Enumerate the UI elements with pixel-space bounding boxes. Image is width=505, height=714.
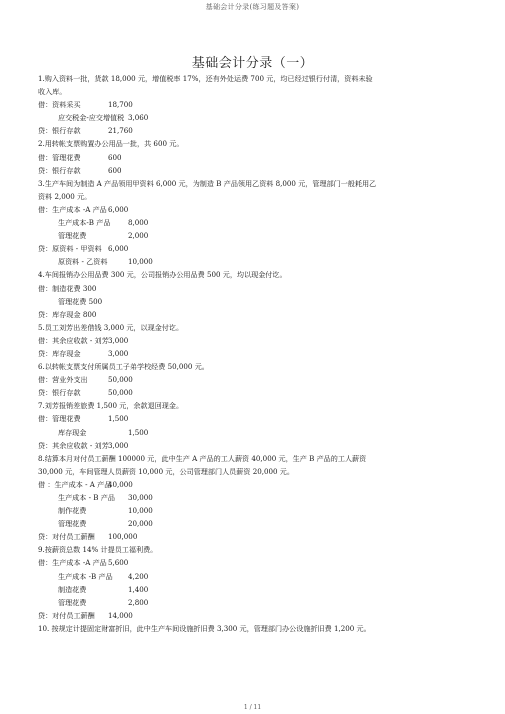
entry-text: 5.员工刘芳出差借钱 3,000 元，以现金付讫。 [38, 322, 184, 332]
page-title: 基础会计分录（一） [191, 56, 314, 71]
entry-amount: 20,000 [128, 519, 153, 529]
entry-text: 应交税金-应交增值税 [58, 113, 125, 123]
entry-line [38, 439, 478, 452]
entry-amount: 50,000 [108, 388, 133, 398]
entry-line [38, 452, 478, 465]
entry-line [38, 255, 478, 268]
entry-amount: 10,000 [128, 257, 153, 267]
entry-text: 贷：对付员工薪酬 [38, 610, 95, 620]
entry-amount: 3,000 [108, 440, 129, 450]
entry-amount: 10,000 [128, 506, 153, 516]
entry-line [38, 609, 478, 622]
entry-line [38, 596, 478, 609]
entry-amount: 30,000 [128, 493, 153, 502]
entry-line [38, 399, 478, 412]
entry-text: 借 ：生产成本 - A 产品 [38, 479, 112, 489]
entry-text: 贷：库存现金 800 [38, 309, 97, 319]
entry-text: 借：营业外支出 [38, 375, 88, 385]
entry-text: 制作花费 [58, 506, 87, 516]
entry-line [38, 360, 478, 373]
entry-text: 30,000 元，车间管理人员薪资 10,000 元，公司管理部门人员薪资 20,000 元。 [38, 466, 294, 476]
entry-amount: 18,700 [108, 100, 133, 110]
entry-line [38, 556, 478, 569]
entry-line [38, 334, 478, 347]
entry-amount: 1,500 [128, 427, 149, 437]
entry-line [38, 426, 478, 439]
entry-amount: 2,000 [128, 231, 149, 241]
entry-text: 收入库。 [38, 87, 67, 97]
document-header: 基础会计分录(练习题及答案) [205, 3, 300, 11]
entry-line [38, 517, 478, 530]
entry-text: 借：资料采买 [38, 100, 81, 110]
entry-amount: 4,200 [128, 571, 149, 581]
entry-amount: 6,000 [108, 204, 129, 214]
entry-amount: 600 [108, 152, 122, 162]
entry-line [38, 98, 478, 111]
entry-text: 贷：对付员工薪酬 [38, 532, 95, 542]
entry-amount: 40,000 [108, 479, 133, 489]
entry-amount: 600 [108, 165, 122, 175]
entry-line [38, 347, 478, 360]
entry-amount: 50,000 [108, 375, 133, 385]
entry-text: 资料 2,000 元。 [38, 191, 92, 201]
entry-text: 贷：银行存款 [38, 165, 81, 175]
entry-line [38, 491, 478, 504]
entry-text: 贷：银行存款 [38, 126, 81, 136]
entry-text: 贷：其余应收款 - 刘芳 [38, 440, 109, 450]
entry-text: 管理花费 [58, 231, 87, 241]
entry-text: 借：管理花费 [38, 414, 81, 424]
entry-line [38, 72, 478, 85]
entry-line [38, 229, 478, 242]
entry-line [38, 373, 478, 386]
entry-line [38, 543, 478, 556]
entry-text: 贷：原资料 - 甲资料 [38, 244, 102, 254]
entry-line [38, 151, 478, 164]
entry-amount: 1,500 [108, 414, 129, 424]
entry-line [38, 190, 478, 203]
entry-line [38, 216, 478, 229]
entry-line [38, 295, 478, 308]
entry-text: 3.生产车间为制造 A 产品领用甲资料 6,000 元，为制造 B 产品领用乙资料 8,000 元，管理部门一般耗用乙 [38, 178, 377, 188]
page-number: 1 / 11 [243, 704, 262, 711]
entry-line [38, 321, 478, 334]
entry-line [38, 308, 478, 321]
entry-amount: 14,000 [108, 610, 133, 620]
entry-text: 借：生产成本 -A 产品 [38, 558, 107, 568]
entry-text: 制造花费 [58, 584, 87, 594]
entry-text: 1.购入资料一批，货款 18,000 元，增值税率 17%，还有外处运费 700 元，均已经过银行付清，资料未验 [38, 74, 373, 83]
entry-text: 9.按薪资总数 14% 计提员工福利费。 [38, 545, 158, 555]
entry-line [38, 386, 478, 399]
entry-text: 8.结算本月对付员工薪酬 100000 元，此中生产 A 产品的工人薪资 40,000 元，生产 B 产品的工人薪资 [38, 453, 367, 463]
entry-line [38, 530, 478, 543]
entry-amount: 21,760 [108, 126, 133, 136]
entry-amount: 3,000 [108, 348, 129, 358]
entry-amount: 2,800 [128, 597, 149, 607]
entry-text: 借：生产成本 -A 产品 [38, 204, 107, 214]
entry-line [38, 282, 478, 295]
entry-line [38, 504, 478, 517]
entry-amount: 8,000 [128, 218, 149, 228]
entry-line [38, 111, 478, 124]
entry-amount: 1,400 [128, 584, 149, 594]
entry-line [38, 465, 478, 478]
entry-text: 借：制造花费 300 [38, 283, 97, 293]
entry-amount: 3,060 [128, 113, 149, 123]
entry-text: 6.以转帐支票支付所属员工子弟学校经费 50,000 元。 [38, 362, 209, 372]
entry-text: 生产成本-B 产品 [58, 218, 111, 228]
entry-line [38, 164, 478, 177]
entry-text: 贷：银行存款 [38, 388, 81, 398]
entry-text: 库存现金 [58, 427, 87, 437]
entry-text: 7.刘芳报销差旅费 1,500 元，余款退回现金。 [38, 401, 184, 411]
entry-line [38, 85, 478, 98]
entry-amount: 5,600 [108, 558, 129, 568]
entry-text: 管理花费 500 [58, 296, 103, 306]
entry-text: 原资料 - 乙资料 [58, 257, 108, 267]
entry-line [38, 177, 478, 190]
entry-text: 管理花费 [58, 597, 87, 607]
entry-text: 10. 按规定计提固定财富折旧，此中生产车间设施折旧费 3,300 元，管理部门办公设施折旧费 1,200 元。 [38, 623, 371, 633]
entry-line [38, 242, 478, 255]
entry-text: 借：其余应收款 - 刘芳 [38, 335, 109, 345]
entry-amount: 100,000 [108, 532, 138, 542]
entry-line [38, 622, 478, 635]
entry-text: 4.车间报销办公用品费 300 元，公司报销办公用品费 500 元，均以现金付讫。 [38, 270, 287, 280]
entry-line [38, 203, 478, 216]
entry-line [38, 268, 478, 281]
entry-line [38, 412, 478, 425]
entry-text: 贷：库存现金 [38, 348, 81, 358]
entry-text: 生产成本 - B 产品 [58, 493, 115, 502]
journal-entries [38, 72, 478, 635]
entry-line [38, 583, 478, 596]
entry-text: 生产成本 -B 产品 [58, 571, 113, 581]
entry-line [38, 478, 478, 491]
entry-line [38, 124, 478, 137]
entry-text: 管理花费 [58, 519, 87, 529]
entry-line [38, 137, 478, 150]
entry-text: 借：管理花费 [38, 152, 81, 162]
entry-amount: 6,000 [108, 244, 129, 254]
entry-text: 2.用转帐支票购置办公用品一批，共 600 元。 [38, 139, 184, 149]
entry-amount: 3,000 [108, 335, 129, 345]
entry-line [38, 570, 478, 583]
